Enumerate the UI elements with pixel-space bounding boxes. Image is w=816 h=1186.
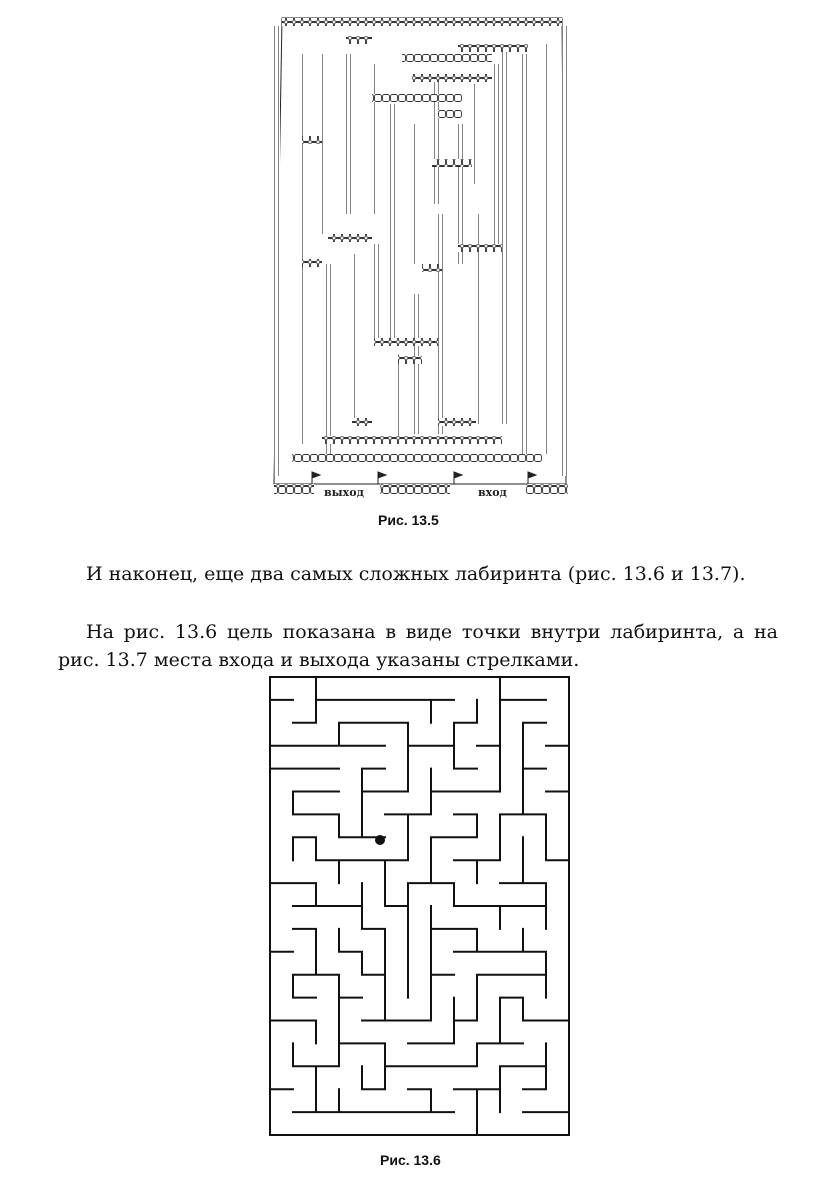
exit-label: выход [324, 486, 364, 499]
figure-13-5 [262, 14, 582, 504]
paragraph-1: И наконец, еще два самых сложных лабиринта (рис. 13.6 и 13.7). [86, 563, 746, 585]
figure-13-5-caption: Рис. 13.5 [378, 512, 439, 528]
target-dot [375, 835, 385, 845]
figure-13-6 [268, 674, 572, 1136]
paragraph-2: На рис. 13.6 цель показана в виде точки внутри лабиринта, а на рис. 13.7 места входа и выхода указаны стрелками. [58, 621, 778, 671]
wall-maze-image [262, 14, 582, 504]
figure-13-6-caption: Рис. 13.6 [380, 1152, 441, 1168]
entrance-label: вход [478, 486, 507, 499]
line-maze-image [268, 674, 572, 1136]
